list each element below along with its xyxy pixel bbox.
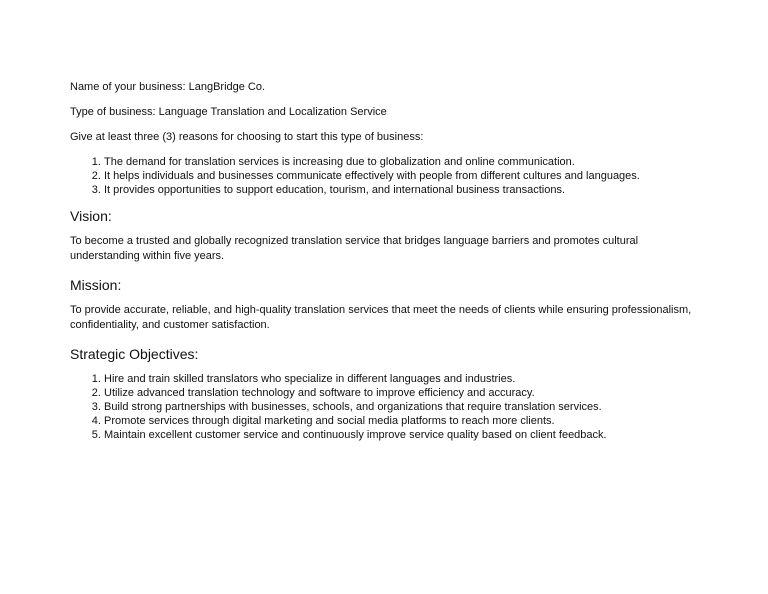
- vision-text: To become a trusted and globally recognized translation service that bridges language barriers and promotes cultural understanding within five years.: [70, 234, 639, 262]
- business-name-line: Name of your business: LangBridge Co.: [70, 81, 266, 93]
- list-item: 1. The demand for translation services is increasing due to globalization and online communication.: [104, 155, 700, 169]
- vision-heading: Vision:: [70, 207, 112, 224]
- list-item: 1. Hire and train skilled translators who specialize in different languages and industries.: [104, 372, 700, 386]
- business-type-line: Type of business: Language Translation and Localization Service: [70, 106, 387, 118]
- list-item: 5. Maintain excellent customer service and continuously improve service quality based on client feedback.: [104, 428, 700, 442]
- document-page: [70, 80, 700, 443]
- list-item: 4. Promote services through digital marketing and social media platforms to reach more clients.: [104, 414, 700, 428]
- mission-heading: Mission:: [70, 276, 122, 293]
- objectives-heading: Strategic Objectives:: [70, 345, 199, 362]
- list-item: 3. Build strong partnerships with businesses, schools, and organizations that require translation services.: [104, 400, 700, 414]
- objectives-list: [70, 372, 700, 443]
- list-item: 2. Utilize advanced translation technology and software to improve efficiency and accuracy.: [104, 386, 700, 400]
- list-item: 2. It helps individuals and businesses communicate effectively with people from different cultures and languages.: [104, 169, 700, 183]
- reasons-list: [70, 155, 700, 198]
- reasons-prompt: Give at least three (3) reasons for choosing to start this type of business:: [70, 131, 424, 143]
- list-item: 3. It provides opportunities to support education, tourism, and international business transactions.: [104, 183, 700, 197]
- mission-text: To provide accurate, reliable, and high-quality translation services that meet the needs of clients while ensuring professionalism, confidentiality, and customer satisfaction.: [70, 303, 692, 331]
